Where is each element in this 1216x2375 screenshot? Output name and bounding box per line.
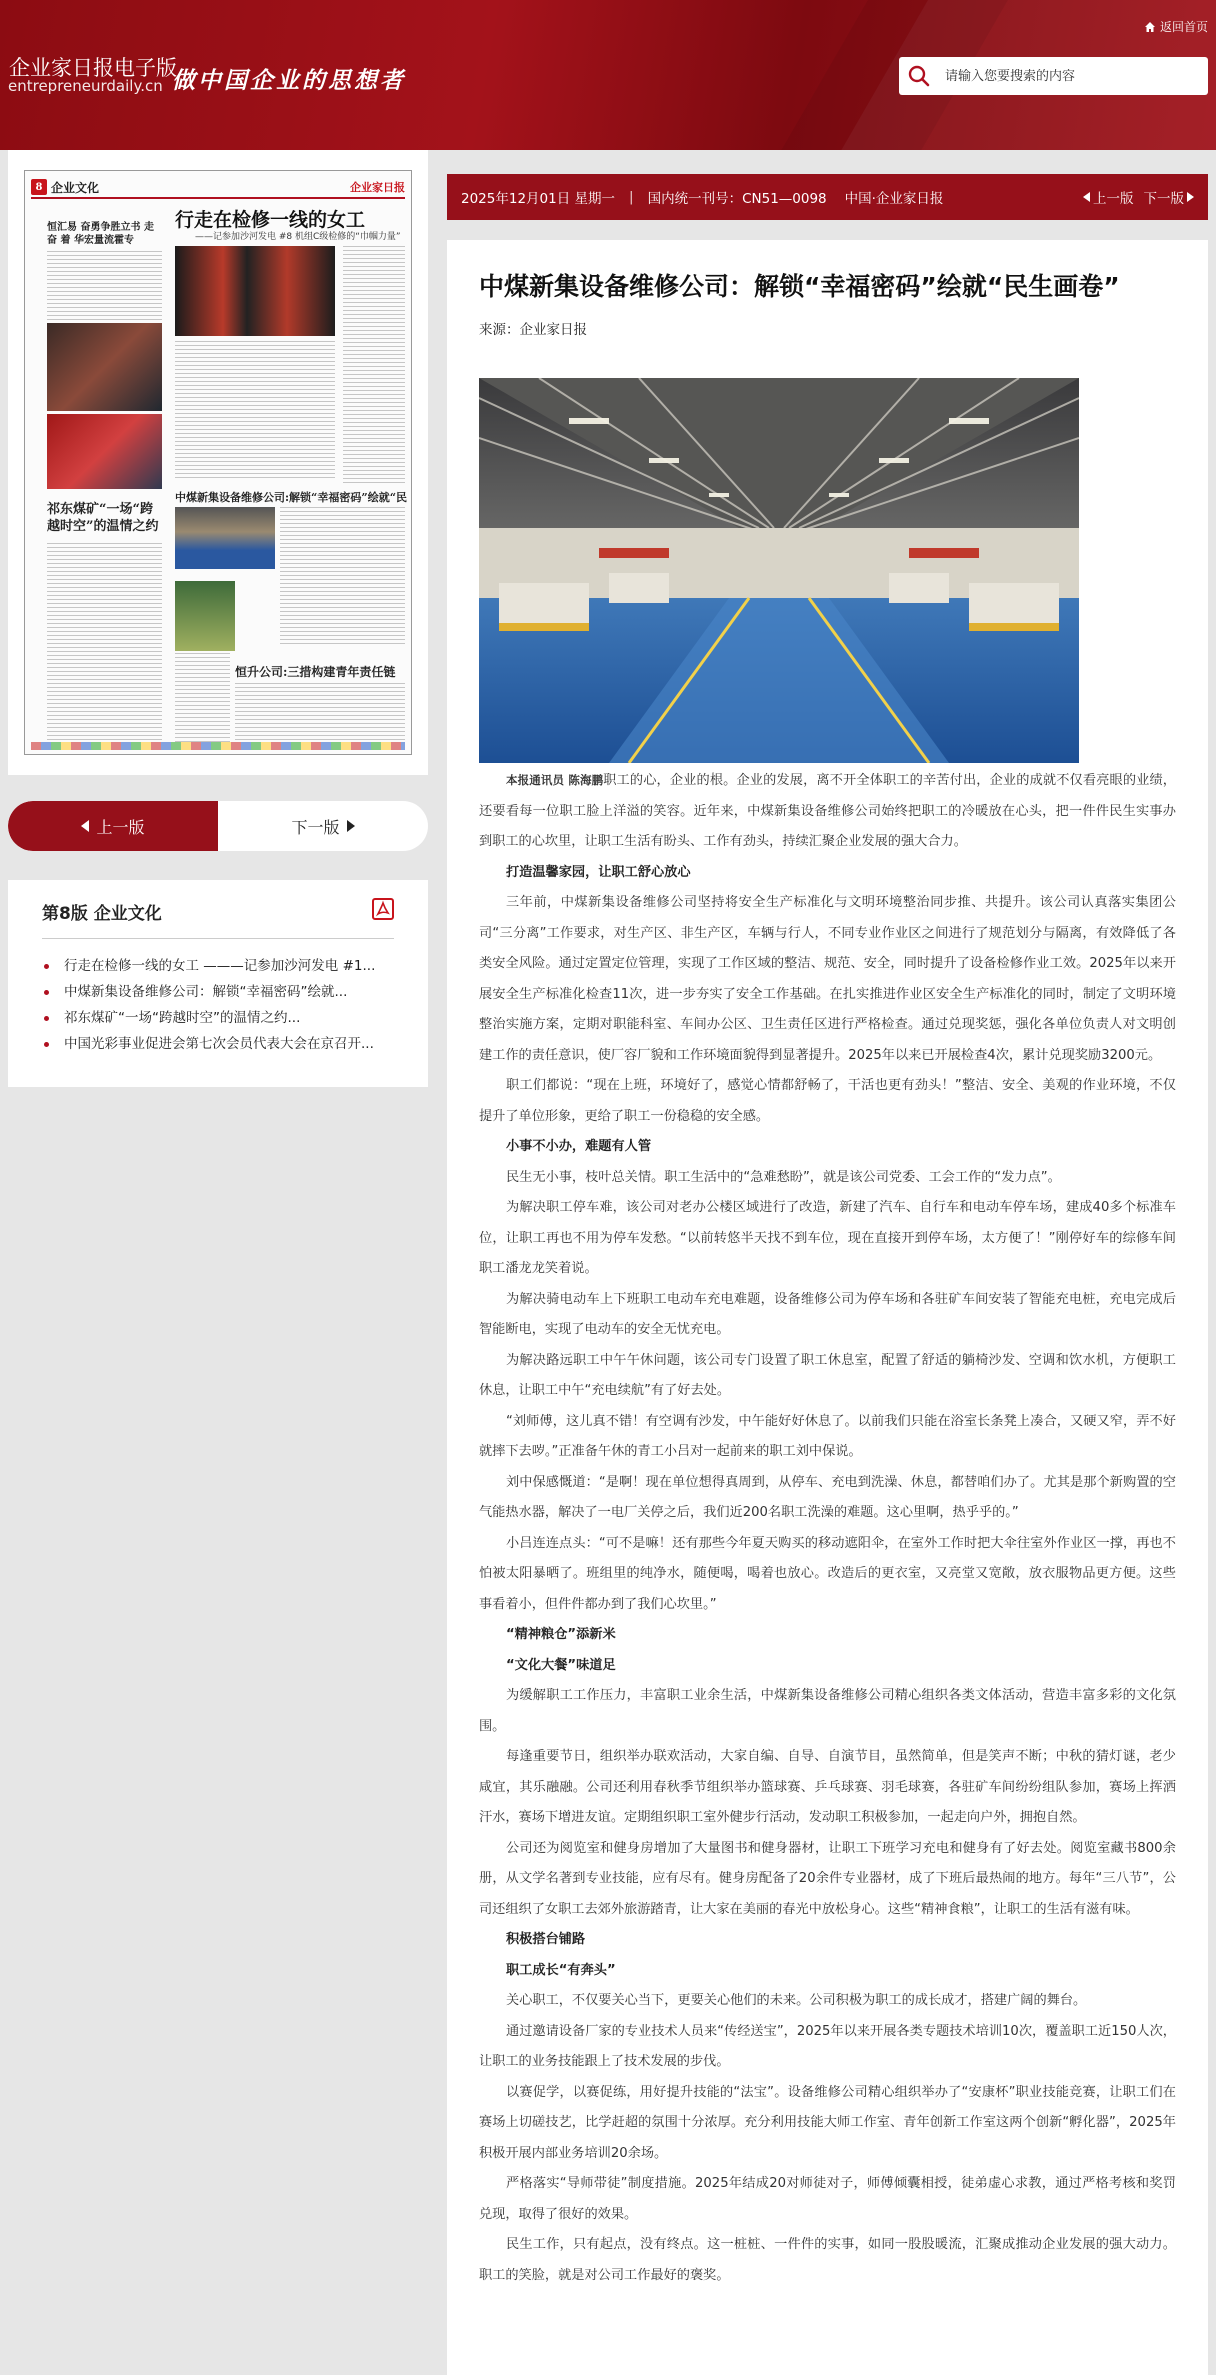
- article-paragraph: 为解决骑电动车上下班职工电动车充电难题，设备维修公司为停车场和各驻矿车间安装了智能充电桩，充电完成后智能断电，实现了电动车的安全无忧充电。: [479, 1291, 1176, 1337]
- article-source: 来源：企业家日报: [479, 322, 587, 338]
- article-paragraph: 公司还为阅览室和健身房增加了大量图书和健身器材，让职工下班学习充电和健身有了好去处。阅览室藏书800余册，从文学名著到专业技能，应有尽有。健身房配备了20余件专业器材，成了下班后最热闹的地方。每年“三八节”，公司还组织了女职工去郊外旅游踏青，让大家在美丽的春光中放松身心。这些“精神食粮”，让职工的生活有滋有味。: [479, 1840, 1176, 1917]
- factory-hall-illustration: [479, 378, 1079, 763]
- paper-name: 中国·企业家日报: [844, 191, 944, 207]
- thumb-brand: 企业家日报: [350, 181, 405, 194]
- thumb-headline-top: 行走在检修一线的女工: [175, 209, 366, 231]
- article-subheading: 小事不小办，难题有人管: [506, 1139, 652, 1154]
- toc-item[interactable]: 中国光彩事业促进会第七次会员代表大会在京召开...: [42, 1031, 394, 1057]
- caret-right-icon: [346, 820, 355, 832]
- article-paragraph: 每逢重要节日，组织举办联欢活动，大家自编、自导、自演节目，虽然简单，但是笑声不断；中秋的猜灯谜，老少咸宜，其乐融融。公司还利用春秋季节组织举办篮球赛、乒乓球赛、羽毛球赛，各驻矿车间纷纷组队参加，赛场上挥洒汗水，赛场下增进友谊。定期组织职工室外健步行活动，发动职工积极参加，一起走向户外，拥抱自然。: [479, 1749, 1176, 1825]
- search-input[interactable]: [945, 69, 1195, 84]
- article-paragraph: 通过邀请设备厂家的专业技术人员来“传经送宝”，2025年以来开展各类专题技术培训10次，覆盖职工近150人次，让职工的业务技能跟上了技术发展的步伐。: [479, 2023, 1176, 2069]
- article-byline: 本报通讯员 陈海鹏: [506, 773, 604, 787]
- thumb-text-block: [47, 543, 162, 743]
- article-paragraph-text: 职工的心，企业的根。企业的发展，离不开全体职工的辛苦付出，企业的成就不仅看亮眼的业绩，还要看每一位职工脸上洋溢的笑容。近年来，中煤新集设备维修公司始终把职工的冷暖放在心头，把一件件民生实事办到职工的心坎里，让职工生活有盼头、工作有劲头，持续汇聚企业发展的强大合力。: [479, 773, 1176, 849]
- home-link[interactable]: [1144, 18, 1208, 35]
- caret-left-icon: [1083, 192, 1090, 202]
- divider: |: [629, 189, 634, 205]
- search-box: [899, 57, 1208, 95]
- article-paragraph: [479, 765, 1176, 858]
- prev-page-button[interactable]: [8, 801, 218, 851]
- infobar-next-label: 下一版: [1143, 191, 1184, 207]
- site-slogan: 做中国企业的思想者: [172, 67, 406, 94]
- article-paragraph: 职工们都说：“现在上班，环境好了，感觉心情都舒畅了，干活也更有劲头！”整洁、安全、美观的作业环境，不仅提升了单位形象，更给了职工一份稳稳的安全感。: [479, 1078, 1176, 1124]
- issue-issn: 国内统一刊号：CN51—0098: [647, 191, 827, 207]
- next-page-label: 下一版: [291, 817, 340, 837]
- thumb-photo: [175, 507, 275, 569]
- prev-page-label: 上一版: [96, 817, 145, 837]
- infobar-next-button[interactable]: [1144, 187, 1195, 207]
- pdf-icon[interactable]: [372, 898, 394, 924]
- thumb-bottom-headline: 恒升公司:三措构建青年责任链: [235, 665, 396, 679]
- thumb-photo: [47, 323, 162, 411]
- toc-item[interactable]: 行走在检修一线的女工 ———记参加沙河发电 #1...: [42, 953, 394, 979]
- thumb-text-block: [175, 653, 230, 743]
- article-paragraph: 为解决路远职工中午午休问题，该公司专门设置了职工休息室，配置了舒适的躺椅沙发、空调和饮水机，方便职工休息，让职工中午“充电续航”有了好去处。: [479, 1352, 1176, 1398]
- article-panel: [447, 240, 1208, 2375]
- article-paragraph: 小吕连连点头：“可不是嘛！还有那些今年夏天购买的移动遮阳伞，在室外工作时把大伞往室外作业区一撑，再也不怕被太阳暴晒了。班组里的纯净水，随便喝，喝着也放心。改造后的更衣室，又亮堂又宽敞，放衣服物品更方便。这些事看着小，但件件都办到了我们心坎里。”: [479, 1535, 1176, 1612]
- search-icon[interactable]: [899, 64, 939, 88]
- article-title: 中煤新集设备维修公司：解锁“幸福密码”绘就“民生画卷”: [479, 272, 1120, 301]
- thumb-section-name: 企业文化: [51, 180, 100, 195]
- page-thumbnail-card: [8, 150, 428, 775]
- thumb-text-block: [235, 683, 405, 743]
- article-body: [479, 765, 1176, 2291]
- site-header: [0, 0, 1216, 150]
- infobar-nav: [1083, 187, 1194, 207]
- section-toc: [8, 880, 428, 1087]
- thumb-photo: [175, 581, 235, 651]
- thumb-subheadline-top: ——记参加沙河发电 #8 机组C级检修的“巾帼力量”: [195, 232, 401, 242]
- home-icon: [1144, 21, 1156, 33]
- thumb-left-headline: 恒汇易 奋勇争胜立书 走 奋 着 华宏量流霍专: [47, 222, 154, 246]
- article-paragraph: 为缓解职工工作压力，丰富职工业余生活，中煤新集设备维修公司精心组织各类文体活动，营造丰富多彩的文化氛围。: [479, 1688, 1176, 1734]
- thumb-text-block: [175, 341, 335, 481]
- article-photo-factory-hall[interactable]: [479, 378, 1079, 763]
- infobar-prev-label: 上一版: [1093, 191, 1134, 207]
- next-page-button[interactable]: [218, 801, 428, 851]
- thumb-section-number: 8: [31, 179, 47, 195]
- article-paragraph: 关心职工，不仅要关心当下，更要关心他们的未来。公司积极为职工的成长成才，搭建广阔的舞台。: [506, 1993, 1087, 2008]
- page-pager: [8, 801, 428, 851]
- thumb-section: [31, 179, 99, 196]
- article-paragraph: “刘师傅，这儿真不错！有空调有沙发，中午能好好休息了。以前我们只能在浴室长条凳上凑合，又硬又窄，弄不好就摔下去哕。”正准备午休的青工小吕对一起前来的职工刘中保说。: [479, 1413, 1176, 1459]
- toc-title: 第8版 企业文化: [42, 903, 162, 924]
- article-paragraph: 民生工作，只有起点，没有终点。这一桩桩、一件件的实事，如同一股股暖流，汇聚成推动企业发展的强大动力。职工的笑脸，就是对公司工作最好的褒奖。: [479, 2237, 1176, 2283]
- article-subheading: “精神粮仓”添新米: [506, 1627, 616, 1642]
- article-subheading: “文化大餐”味道足: [506, 1657, 616, 1673]
- caret-right-icon: [1187, 192, 1194, 202]
- toc-list: [42, 953, 394, 1057]
- thumb-mid-headline: 中煤新集设备维修公司:解锁“幸福密码”绘就“民: [175, 491, 408, 504]
- article-subheading: 职工成长“有奔头”: [506, 1962, 616, 1978]
- thumb-topbar: [31, 177, 405, 199]
- toc-item[interactable]: 祁东煤矿“一场“跨越时空”的温情之约...: [42, 1005, 394, 1031]
- article-paragraph: 为解决职工停车难，该公司对老办公楼区域进行了改造，新建了汽车、自行车和电动车停车场，建成40多个标准车位，让职工再也不用为停车发愁。“以前转悠半天找不到车位，现在直接开到停车场，太方便了！”刚停好车的综修车间职工潘龙龙笑着说。: [479, 1200, 1176, 1276]
- issue-date: 2025年12月01日 星期一: [461, 191, 616, 207]
- toc-item[interactable]: 中煤新集设备维修公司：解锁“幸福密码”绘就...: [42, 979, 394, 1005]
- caret-left-icon: [81, 820, 90, 832]
- article-paragraph: 刘中保感慨道：“是啊！现在单位想得真周到，从停车、充电到洗澡、休息，都替咱们办了。尤其是那个新购置的空气能热水器，解决了一电厂关停之后，我们近200名职工洗澡的难题。这心里啊，热乎乎的。”: [479, 1474, 1176, 1520]
- thumb-text-block: [47, 251, 162, 321]
- article-paragraph: 以赛促学，以赛促练，用好提升技能的“法宝”。设备维修公司精心组织举办了“安康杯”职业技能竞赛，让职工们在赛场上切磋技艺，比学赶超的氛围十分浓厚。充分利用技能大师工作室、青年创新工作室这两个创新“孵化器”，2025年积极开展内部业务培训20余场。: [479, 2084, 1176, 2161]
- article-paragraph: 严格落实“导师带徒”制度措施。2025年结成20对师徒对子，师傅倾囊相授，徒弟虚心求教，通过严格考核和奖罚兑现，取得了很好的效果。: [479, 2176, 1176, 2222]
- toc-header: [42, 898, 394, 939]
- issue-info-bar: [447, 174, 1208, 220]
- thumb-text-block: [343, 246, 405, 486]
- article-paragraph: 三年前，中煤新集设备维修公司坚持将安全生产标准化与文明环境整治同步推、共提升。该公司认真落实集团公司“三分离”工作要求，对生产区、非生产区，车辆与行人，不同专业作业区之间进行了规范划分与隔离，有效降低了各类安全风险。通过定置定位管理，实现了工作区域的整洁、规范、安全，同时提升了设备检修作业工效。2025年以来开展安全生产标准化检查11次，进一步夯实了安全工作基础。在扎实推进作业区安全生产标准化的同时，制定了文明环境整治实施方案，定期对职能科室、车间办公区、卫生责任区进行严格检查。通过兑现奖惩，强化各单位负责人对文明创建工作的责任意识，使厂容厂貌和工作环境面貌得到显著提升。2025年以来已开展检查4次，累计兑现奖励3200元。: [479, 895, 1176, 1063]
- infobar-prev-button[interactable]: [1083, 187, 1134, 207]
- thumb-text-block: [280, 507, 405, 647]
- site-name[interactable]: 企业家日报电子版: [9, 56, 177, 80]
- thumb-footer-bar: [31, 742, 405, 750]
- article-subheading: 打造温馨家园，让职工舒心放心: [506, 864, 691, 880]
- newspaper-page-thumbnail[interactable]: [24, 170, 412, 755]
- article-subheading: 积极搭台铺路: [506, 1932, 586, 1947]
- home-link-label: 返回首页: [1159, 20, 1208, 34]
- site-url[interactable]: entrepreneurdaily.cn: [8, 77, 163, 95]
- thumb-photo: [47, 414, 162, 489]
- thumb-left-headline-2: 祁东煤矿“一场“跨越时空”的温情之约: [47, 502, 159, 534]
- article-paragraph: 民生无小事，枝叶总关情。职工生活中的“急难愁盼”，就是该公司党委、工会工作的“发力点”。: [506, 1169, 1061, 1185]
- thumb-photo: [175, 246, 335, 336]
